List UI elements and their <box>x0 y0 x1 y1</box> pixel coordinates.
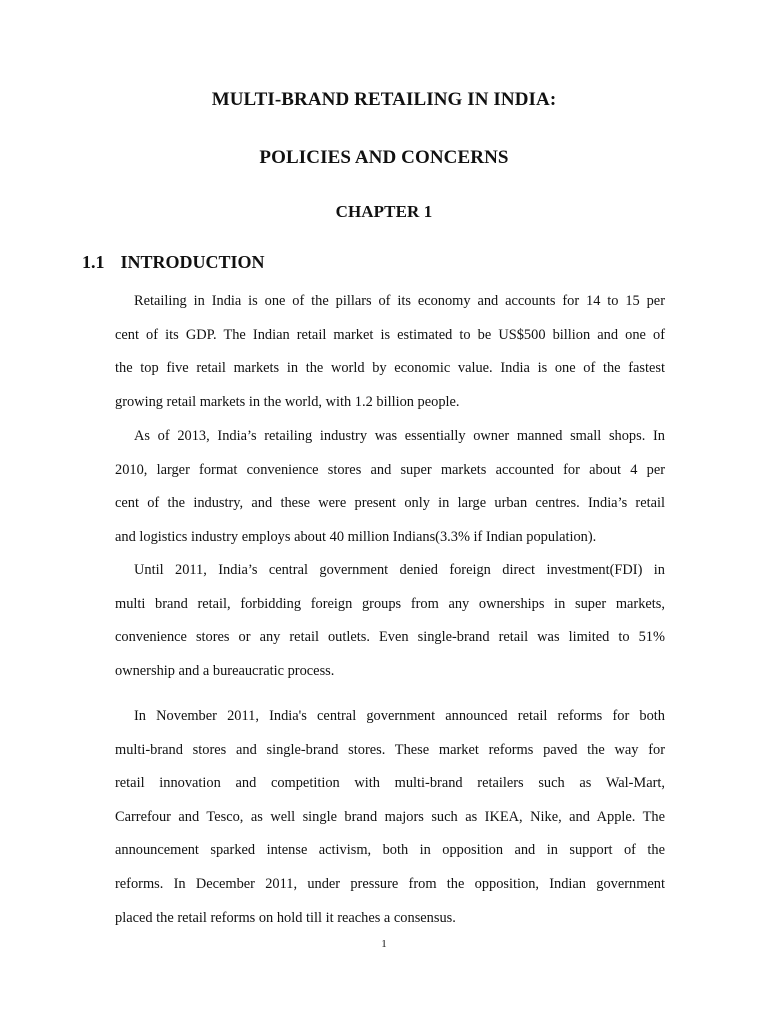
chapter-heading: CHAPTER 1 <box>335 202 433 221</box>
paragraph-3 <box>115 560 665 694</box>
paragraph-line: and logistics industry employs about 40 million Indians(3.3% if Indian population). <box>115 528 597 545</box>
section-heading <box>82 252 265 273</box>
paragraph-4 <box>115 706 665 941</box>
section-number: 1.1 <box>82 252 105 272</box>
document-title: MULTI-BRAND RETAILING IN INDIA: <box>211 89 557 110</box>
paragraph-line: ownership and a bureaucratic process. <box>115 662 335 679</box>
paragraph-line: announcement sparked intense activism, both in opposition and in support of the <box>115 842 665 859</box>
paragraph-line: 2010, larger format convenience stores and super markets accounted for about 4 per <box>115 461 665 478</box>
paragraph-line: placed the retail reforms on hold till it reaches a consensus. <box>115 909 456 926</box>
paragraph-line: reforms. In December 2011, under pressure from the opposition, Indian government <box>115 875 665 892</box>
document-subtitle: POLICIES AND CONCERNS <box>259 147 509 168</box>
section-title: INTRODUCTION <box>120 252 265 272</box>
paragraph-line: growing retail markets in the world, with 1.2 billion people. <box>115 393 460 410</box>
paragraph-line: cent of the industry, and these were present only in large urban centres. India’s retail <box>115 495 665 512</box>
paragraph-line: cent of its GDP. The Indian retail market is estimated to be US$500 billion and one of <box>115 326 665 343</box>
paragraph-2 <box>115 426 665 560</box>
paragraph-1 <box>115 291 665 425</box>
paragraph-line: convenience stores or any retail outlets. Even single-brand retail was limited to 51% <box>115 629 665 646</box>
paragraph-line: retail innovation and competition with multi-brand retailers such as Wal-Mart, <box>115 775 665 792</box>
paragraph-line: In November 2011, India's central government announced retail reforms for both <box>134 708 665 724</box>
paragraph-line: Until 2011, India’s central government denied foreign direct investment(FDI) in <box>134 562 665 578</box>
paragraph-line: Carrefour and Tesco, as well single brand majors such as IKEA, Nike, and Apple. The <box>115 808 665 825</box>
paragraph-line: As of 2013, India’s retailing industry was essentially owner manned small shops. In <box>134 428 665 444</box>
paragraph-line: multi-brand stores and single-brand stores. These market reforms paved the way for <box>115 741 665 758</box>
paragraph-line: the top five retail markets in the world by economic value. India is one of the fastest <box>115 360 665 377</box>
paragraph-line: Retailing in India is one of the pillars of its economy and accounts for 14 to 15 per <box>134 293 665 309</box>
paragraph-line: multi brand retail, forbidding foreign groups from any ownerships in super markets, <box>115 595 665 612</box>
page-number: 1 <box>381 938 387 950</box>
